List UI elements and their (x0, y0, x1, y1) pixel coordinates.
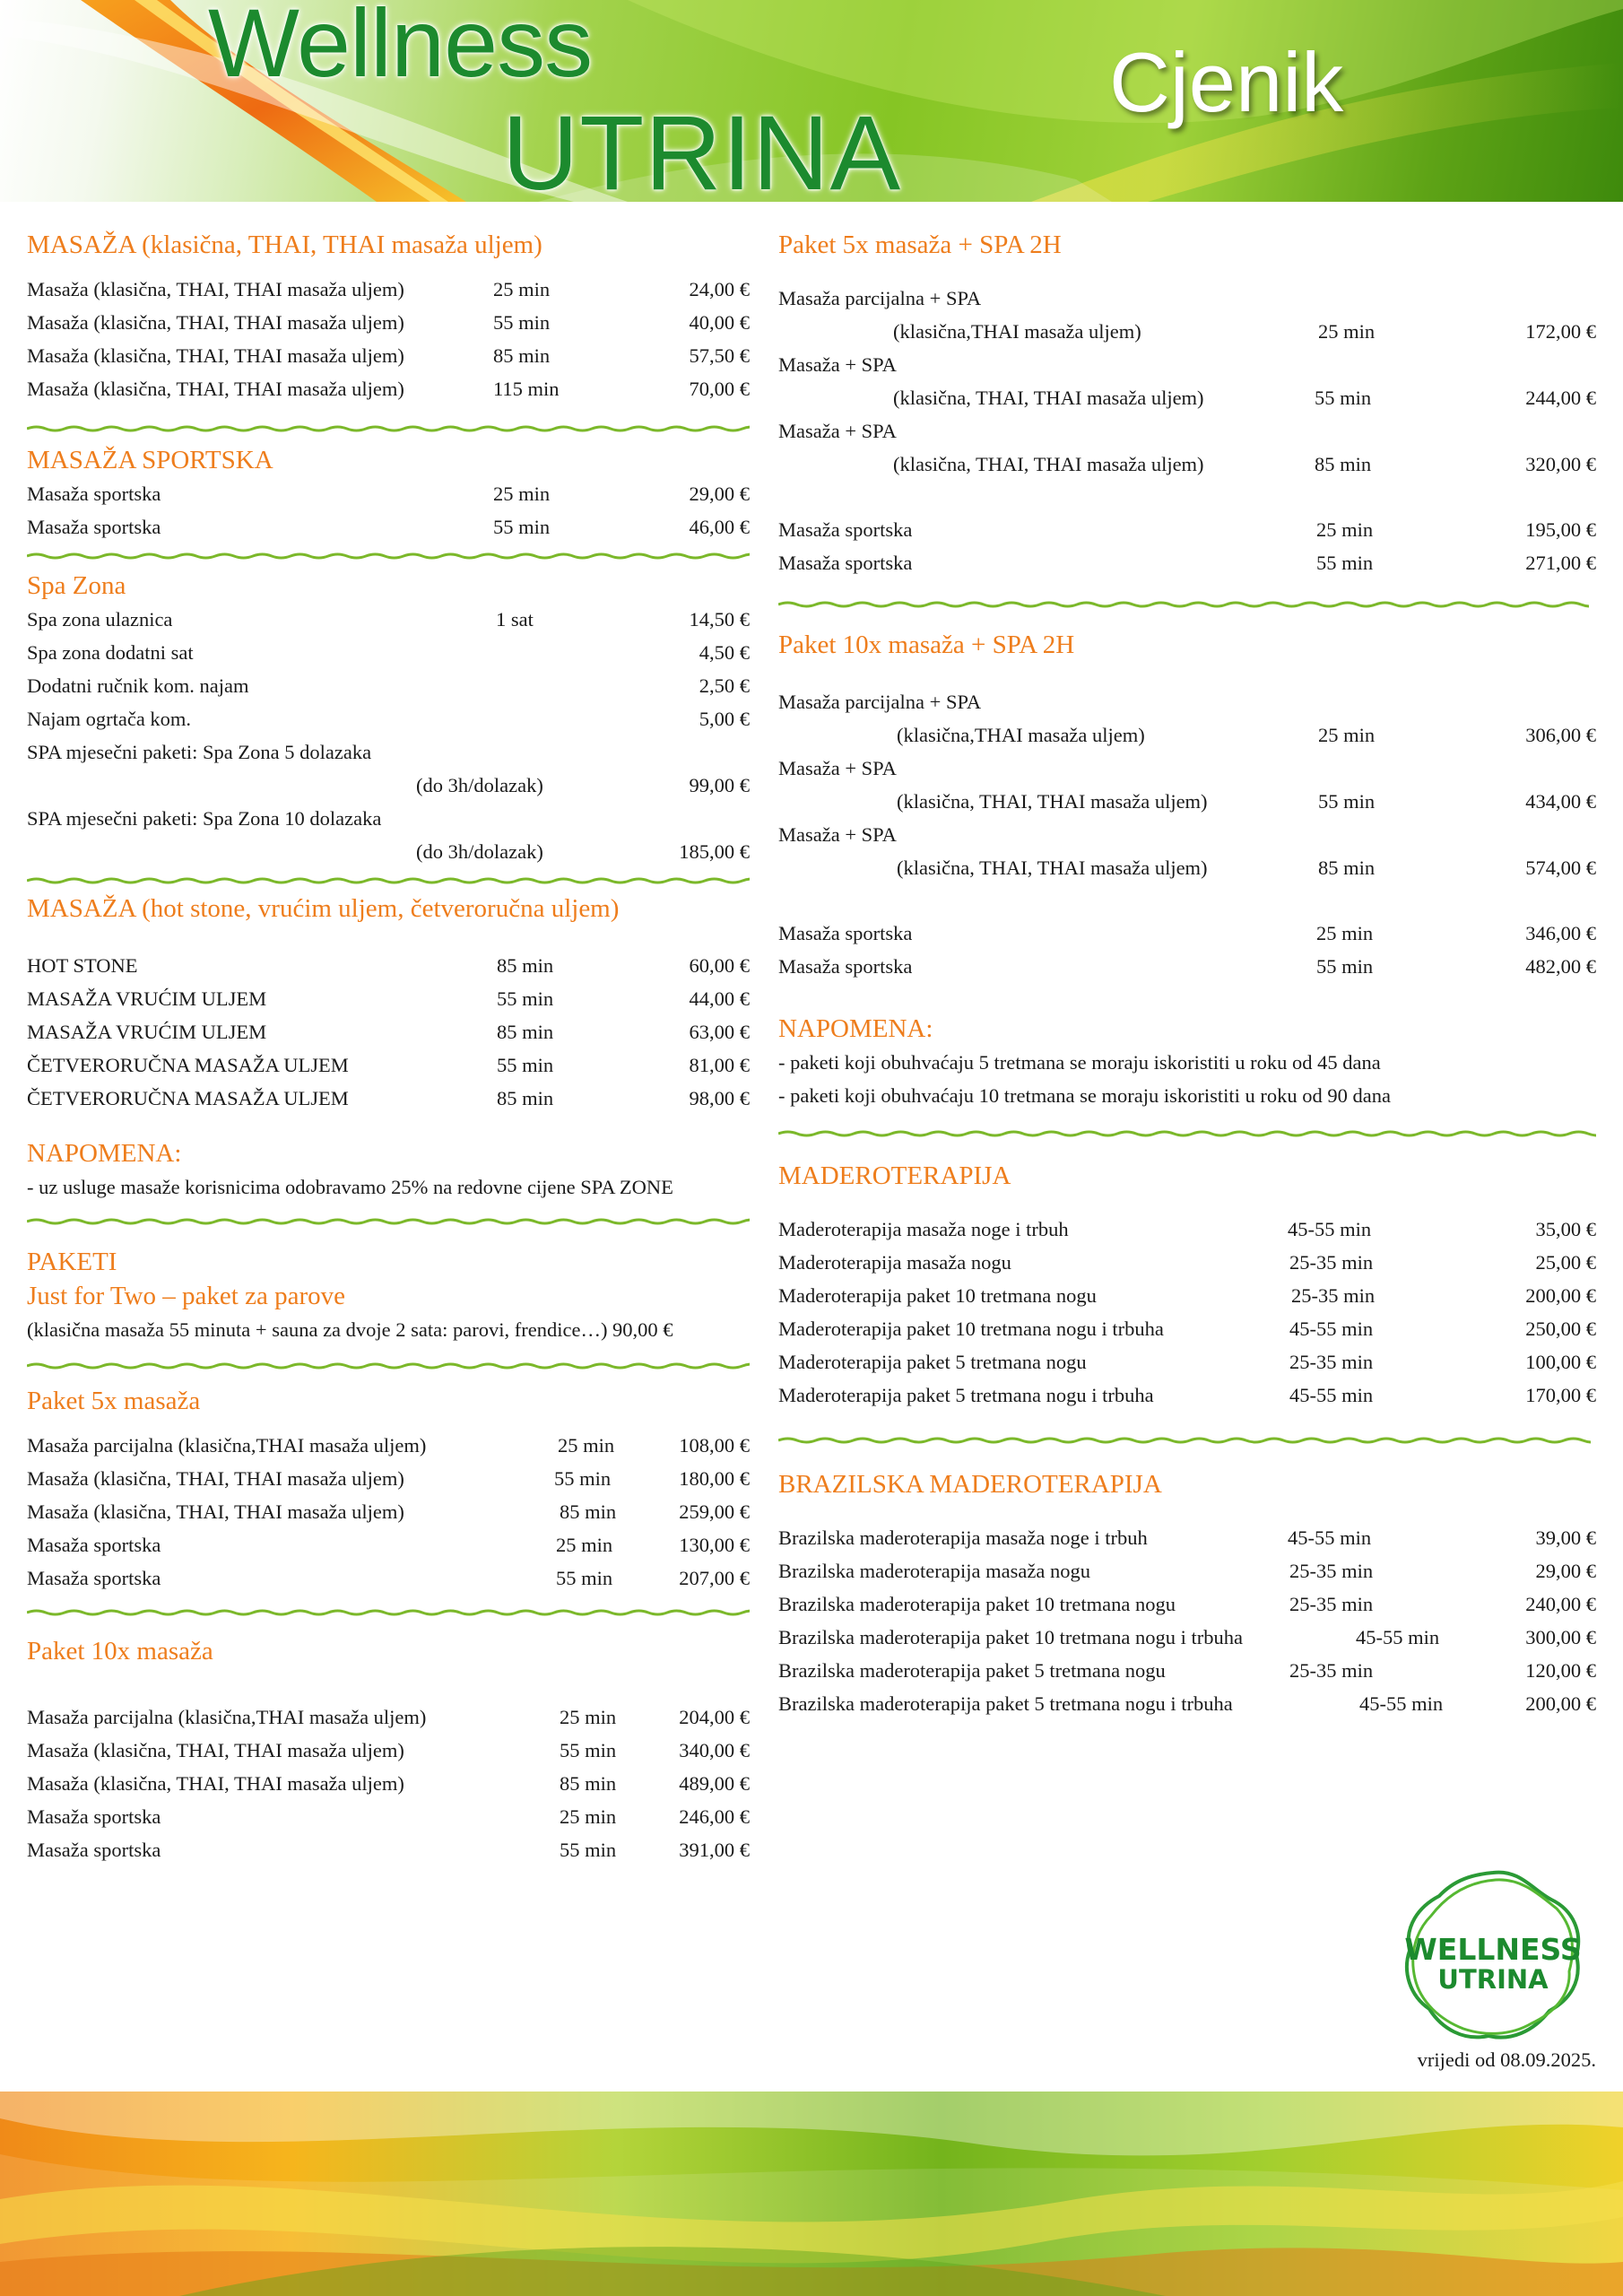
service-name: Masaža (klasična, THAI, THAI masaža uljem) (27, 1739, 404, 1761)
price-row (27, 1048, 750, 1082)
section-title: PAKETI (27, 1248, 117, 1276)
footer-banner (0, 2092, 1623, 2296)
service-detail: (klasična,THAI masaža uljem) (893, 320, 1141, 343)
validity-date: vrijedi od 08.09.2025. (1417, 2048, 1596, 2071)
service-price: 340,00 € (679, 1739, 750, 1761)
service-name: Masaža sportska (27, 483, 161, 505)
service-name: Masaža (klasična, THAI, THAI masaža uljem) (27, 344, 404, 367)
price-row-label (778, 685, 1596, 718)
right-column (778, 215, 1596, 1720)
wave-line (27, 427, 750, 430)
service-name: Masaža + SPA (778, 420, 897, 442)
service-price: 300,00 € (1525, 1626, 1596, 1648)
service-detail: (do 3h/dolazak) (416, 840, 543, 863)
service-price: 489,00 € (679, 1772, 750, 1795)
wave-divider (778, 596, 1589, 613)
service-duration: 25 min (1318, 320, 1376, 343)
service-name: Masaža (klasična, THAI, THAI masaža uljem) (27, 278, 404, 300)
service-price: 29,00 € (1535, 1560, 1596, 1582)
service-name: Masaža sportska (27, 516, 161, 538)
service-price: 246,00 € (679, 1805, 750, 1828)
section-title: MASAŽA (hot stone, vrućim uljem, četveroručna uljem) (27, 894, 620, 923)
package-title-just-for-two: Just for Two – paket za parove (27, 1282, 345, 1310)
service-duration: 1 sat (496, 608, 534, 631)
service-name: Masaža sportska (27, 1805, 161, 1828)
service-name: Najam ogrtača kom. (27, 708, 192, 730)
service-price: 130,00 € (679, 1534, 750, 1556)
service-duration: 85 min (560, 1772, 617, 1795)
service-name: Masaža sportska (778, 518, 913, 541)
price-row-label (778, 348, 1596, 381)
service-name: Masaža parcijalna + SPA (778, 287, 982, 309)
wave-line (27, 554, 750, 558)
service-duration: 45-55 min (1289, 1318, 1374, 1340)
service-name: Maderoterapija paket 5 tretmana nogu i trbuha (778, 1384, 1154, 1406)
service-price: 39,00 € (1535, 1526, 1596, 1549)
service-name: Masaža parcijalna (klasična,THAI masaža uljem) (27, 1434, 427, 1457)
service-duration: 115 min (493, 378, 560, 400)
section-title: BRAZILSKA MADEROTERAPIJA (778, 1470, 1162, 1499)
service-name: SPA mjesečni paketi: Spa Zona 10 dolazaka (27, 807, 382, 830)
price-row (27, 1767, 750, 1800)
service-duration: 85 min (497, 1021, 554, 1043)
wave-divider (27, 872, 750, 890)
wave-line (27, 1364, 750, 1368)
service-price: 250,00 € (1525, 1318, 1596, 1340)
service-duration: 25 min (1316, 922, 1374, 944)
price-row (27, 1734, 750, 1767)
service-duration: 25-35 min (1291, 1284, 1376, 1307)
price-row (27, 1495, 750, 1528)
service-name: Brazilska maderoterapija paket 10 tretmana nogu (778, 1593, 1176, 1615)
service-name: ČETVERORUČNA MASAŽA ULJEM (27, 1054, 349, 1076)
service-price: 63,00 € (689, 1021, 750, 1043)
price-row (27, 669, 750, 702)
service-name: Masaža parcijalna + SPA (778, 691, 982, 713)
service-price: 180,00 € (679, 1467, 750, 1490)
section-paket-10x (27, 1634, 750, 1866)
service-price: 200,00 € (1525, 1692, 1596, 1715)
service-duration: 85 min (497, 954, 554, 977)
service-price: 99,00 € (689, 774, 750, 796)
section-title: Paket 10x masaža (27, 1637, 213, 1665)
price-row (27, 372, 750, 405)
service-price: 172,00 € (1525, 320, 1596, 343)
service-duration: 45-55 min (1359, 1692, 1444, 1715)
service-name: Spa zona dodatni sat (27, 641, 194, 664)
section-title: MASAŽA (klasična, THAI, THAI masaža uljem) (27, 230, 542, 259)
service-price: 320,00 € (1525, 453, 1596, 475)
price-row (778, 315, 1596, 348)
price-row (778, 1213, 1596, 1246)
price-row (778, 1345, 1596, 1378)
service-price: 5,00 € (699, 708, 750, 730)
service-name: Masaža sportska (27, 1839, 161, 1861)
price-row (778, 1521, 1596, 1554)
note-text: - paketi koji obuhvaćaju 5 tretmana se moraju iskoristiti u roku od 45 dana (778, 1051, 1381, 1074)
service-duration: 55 min (556, 1567, 613, 1589)
price-row (27, 603, 750, 636)
service-price: 100,00 € (1525, 1351, 1596, 1373)
service-name: Masaža (klasična, THAI, THAI masaža uljem) (27, 1467, 404, 1490)
price-row (778, 546, 1596, 579)
service-duration: 25 min (493, 483, 551, 505)
service-price: 25,00 € (1535, 1251, 1596, 1274)
package-description: (klasična masaža 55 minuta + sauna za dvoje 2 sata: parovi, frendice…) 90,00 € (27, 1318, 673, 1341)
price-row (778, 1378, 1596, 1412)
wave-divider (27, 547, 750, 565)
service-price: 391,00 € (679, 1839, 750, 1861)
service-name: Masaža sportska (778, 922, 913, 944)
service-duration: 25 min (493, 278, 551, 300)
service-duration: 55 min (493, 311, 551, 334)
service-price: 207,00 € (679, 1567, 750, 1589)
service-duration: 55 min (497, 987, 554, 1010)
service-duration: 25 min (560, 1805, 617, 1828)
service-price: 46,00 € (689, 516, 750, 538)
wave-line (778, 1132, 1596, 1135)
service-name: Masaža + SPA (778, 353, 897, 376)
price-row-label (27, 802, 750, 835)
price-row (778, 1687, 1596, 1720)
service-price: 108,00 € (679, 1434, 750, 1457)
left-column (27, 215, 750, 1866)
price-row (27, 1429, 750, 1462)
service-duration: 45-55 min (1356, 1626, 1440, 1648)
service-name: Brazilska maderoterapija masaža noge i trbuh (778, 1526, 1148, 1549)
service-name: Brazilska maderoterapija paket 10 tretmana nogu i trbuha (778, 1626, 1243, 1648)
service-price: 120,00 € (1525, 1659, 1596, 1682)
service-name: Masaža sportska (778, 955, 913, 978)
price-row (778, 1246, 1596, 1279)
wave-divider (27, 1357, 750, 1375)
price-row (27, 1015, 750, 1048)
service-price: 170,00 € (1525, 1384, 1596, 1406)
service-price: 240,00 € (1525, 1593, 1596, 1615)
service-price: 185,00 € (679, 840, 750, 863)
service-duration: 45-55 min (1289, 1384, 1374, 1406)
price-row (778, 448, 1596, 481)
wave-line (778, 1439, 1591, 1442)
price-row (778, 1587, 1596, 1621)
service-price: 98,00 € (689, 1087, 750, 1109)
service-price: 14,50 € (689, 608, 750, 631)
section-napomena-paketi (778, 1012, 1596, 1112)
price-row (27, 982, 750, 1015)
service-duration: 25 min (558, 1434, 615, 1457)
service-price: 35,00 € (1535, 1218, 1596, 1240)
service-price: 195,00 € (1525, 518, 1596, 541)
service-duration: 55 min (1318, 790, 1376, 813)
section-hot-stone (27, 891, 750, 1115)
service-name: Brazilska maderoterapija masaža nogu (778, 1560, 1090, 1582)
price-row (27, 1800, 750, 1833)
service-duration: 85 min (560, 1500, 617, 1523)
service-name: Masaža + SPA (778, 823, 897, 846)
section-masaza-sportska (27, 443, 750, 544)
section-paket-10x-spa (778, 628, 1596, 983)
service-duration: 25-35 min (1289, 1560, 1374, 1582)
price-row (27, 636, 750, 669)
service-price: 200,00 € (1525, 1284, 1596, 1307)
price-row (27, 510, 750, 544)
service-price: 57,50 € (689, 344, 750, 367)
price-row (27, 477, 750, 510)
service-name: MASAŽA VRUĆIM ULJEM (27, 987, 267, 1010)
service-price: 244,00 € (1525, 387, 1596, 409)
wave-divider (27, 1213, 750, 1231)
footer-swoosh-graphic (0, 2092, 1623, 2296)
brand-wordmark-utrina: UTRINA (502, 94, 902, 202)
price-row (27, 273, 750, 306)
service-detail: (klasična, THAI, THAI masaža uljem) (897, 857, 1208, 879)
service-price: 2,50 € (699, 674, 750, 697)
price-row-label (778, 752, 1596, 785)
service-name: Brazilska maderoterapija paket 5 tretmana nogu i trbuha (778, 1692, 1233, 1715)
service-detail: (klasična, THAI, THAI masaža uljem) (893, 453, 1204, 475)
service-name: Maderoterapija masaža nogu (778, 1251, 1011, 1274)
price-row (778, 381, 1596, 414)
price-row (778, 718, 1596, 752)
service-detail: (klasična, THAI, THAI masaža uljem) (893, 387, 1204, 409)
service-price: 434,00 € (1525, 790, 1596, 813)
section-title: NAPOMENA: (778, 1014, 933, 1043)
service-price: 271,00 € (1525, 552, 1596, 574)
service-price: 81,00 € (689, 1054, 750, 1076)
price-row (778, 917, 1596, 950)
service-duration: 85 min (1318, 857, 1376, 879)
service-price: 346,00 € (1525, 922, 1596, 944)
wave-line (778, 603, 1589, 606)
price-row (27, 1833, 750, 1866)
service-name: Maderoterapija paket 10 tretmana nogu (778, 1284, 1097, 1307)
wave-line (27, 1220, 750, 1223)
service-name: ČETVERORUČNA MASAŽA ULJEM (27, 1087, 349, 1109)
service-name: Spa zona ulaznica (27, 608, 173, 631)
section-spa-zona (27, 569, 750, 868)
service-duration: 45-55 min (1288, 1218, 1372, 1240)
price-row (27, 1561, 750, 1595)
service-duration: 55 min (1315, 387, 1372, 409)
service-name: MASAŽA VRUĆIM ULJEM (27, 1021, 267, 1043)
service-duration: 25 min (556, 1534, 613, 1556)
section-title: MADEROTERAPIJA (778, 1161, 1011, 1190)
price-row-label (778, 414, 1596, 448)
price-row (778, 950, 1596, 983)
service-duration: 45-55 min (1288, 1526, 1372, 1549)
service-price: 482,00 € (1525, 955, 1596, 978)
section-brazilska-maderoterapija (778, 1467, 1596, 1720)
service-name: Masaža (klasična, THAI, THAI masaža uljem) (27, 1772, 404, 1795)
note-text: - paketi koji obuhvaćaju 10 tretmana se moraju iskoristiti u roku od 90 dana (778, 1084, 1391, 1107)
price-row (778, 1279, 1596, 1312)
price-row (27, 702, 750, 735)
service-name: Masaža sportska (778, 552, 913, 574)
price-row (27, 769, 750, 802)
service-detail: (klasična, THAI, THAI masaža uljem) (897, 790, 1208, 813)
service-duration: 85 min (493, 344, 551, 367)
service-name: Masaža (klasična, THAI, THAI masaža uljem) (27, 1500, 404, 1523)
price-row (27, 835, 750, 868)
wave-divider (778, 1125, 1596, 1143)
service-duration: 25-35 min (1289, 1659, 1374, 1682)
price-row (778, 851, 1596, 884)
service-duration: 25-35 min (1289, 1351, 1374, 1373)
price-row (27, 339, 750, 372)
price-row (27, 1528, 750, 1561)
wellness-utrina-logo (1399, 1866, 1587, 2045)
section-paket-5x-spa (778, 228, 1596, 579)
service-price: 4,50 € (699, 641, 750, 664)
section-paketi (27, 1245, 750, 1346)
price-row-label (27, 735, 750, 769)
price-row-label (778, 282, 1596, 315)
service-detail: (klasična,THAI masaža uljem) (897, 724, 1145, 746)
logo-text-wellness: WELLNESS (1404, 1932, 1582, 1967)
page-title: Cjenik (1109, 35, 1344, 129)
service-name: Masaža parcijalna (klasična,THAI masaža uljem) (27, 1706, 427, 1728)
service-duration: 55 min (554, 1467, 612, 1490)
section-maderoterapija (778, 1159, 1596, 1412)
section-napomena (27, 1136, 750, 1204)
service-name: SPA mjesečni paketi: Spa Zona 5 dolazaka (27, 741, 372, 763)
service-detail: (do 3h/dolazak) (416, 774, 543, 796)
service-name: Brazilska maderoterapija paket 5 tretmana nogu (778, 1659, 1166, 1682)
wave-divider (27, 420, 750, 438)
header-banner (0, 0, 1623, 202)
section-title: MASAŽA SPORTSKA (27, 446, 273, 474)
price-row (27, 1700, 750, 1734)
price-row (27, 1462, 750, 1495)
wave-line (27, 879, 750, 883)
note-text: - uz usluge masaže korisnicima odobravamo 25% na redovne cijene SPA ZONE (27, 1176, 673, 1198)
section-title: NAPOMENA: (27, 1139, 182, 1168)
price-row (27, 949, 750, 982)
service-duration: 55 min (1316, 552, 1374, 574)
service-duration: 55 min (560, 1839, 617, 1861)
price-row (778, 1621, 1596, 1654)
service-name: Dodatni ručnik kom. najam (27, 674, 249, 697)
section-title: Paket 5x masaža + SPA 2H (778, 230, 1062, 259)
service-duration: 85 min (1315, 453, 1372, 475)
service-duration: 55 min (1316, 955, 1374, 978)
service-price: 44,00 € (689, 987, 750, 1010)
section-title: Paket 5x masaža (27, 1387, 201, 1415)
logo-text-utrina: UTRINA (1437, 1964, 1549, 1995)
service-name: HOT STONE (27, 954, 138, 977)
service-duration: 25-35 min (1289, 1593, 1374, 1615)
section-masaza (27, 228, 750, 405)
service-duration: 55 min (497, 1054, 554, 1076)
service-name: Maderoterapija paket 5 tretmana nogu (778, 1351, 1087, 1373)
service-name: Masaža (klasična, THAI, THAI masaža uljem) (27, 378, 404, 400)
service-name: Masaža + SPA (778, 757, 897, 779)
price-row (778, 1554, 1596, 1587)
service-duration: 55 min (560, 1739, 617, 1761)
section-title: Spa Zona (27, 571, 126, 600)
section-paket-5x (27, 1384, 750, 1595)
service-duration: 85 min (497, 1087, 554, 1109)
service-name: Maderoterapija masaža noge i trbuh (778, 1218, 1069, 1240)
service-duration: 55 min (493, 516, 551, 538)
price-row (778, 513, 1596, 546)
service-price: 24,00 € (689, 278, 750, 300)
service-price: 60,00 € (689, 954, 750, 977)
service-price: 70,00 € (689, 378, 750, 400)
service-name: Masaža sportska (27, 1567, 161, 1589)
wave-line (27, 1611, 750, 1614)
service-price: 204,00 € (679, 1706, 750, 1728)
service-duration: 25-35 min (1289, 1251, 1374, 1274)
service-duration: 25 min (1316, 518, 1374, 541)
service-name: Masaža (klasična, THAI, THAI masaža uljem) (27, 311, 404, 334)
service-price: 40,00 € (689, 311, 750, 334)
service-price: 29,00 € (689, 483, 750, 505)
service-duration: 25 min (560, 1706, 617, 1728)
service-name: Maderoterapija paket 10 tretmana nogu i trbuha (778, 1318, 1164, 1340)
service-name: Masaža sportska (27, 1534, 161, 1556)
brand-wordmark-wellness: Wellness (208, 0, 593, 97)
price-row (778, 785, 1596, 818)
price-row (27, 306, 750, 339)
wave-divider (778, 1431, 1591, 1449)
price-row-label (778, 818, 1596, 851)
section-title: Paket 10x masaža + SPA 2H (778, 631, 1075, 659)
service-duration: 25 min (1318, 724, 1376, 746)
price-row (778, 1312, 1596, 1345)
service-price: 306,00 € (1525, 724, 1596, 746)
price-row (778, 1654, 1596, 1687)
price-row (27, 1082, 750, 1115)
wave-divider (27, 1604, 750, 1622)
service-price: 259,00 € (679, 1500, 750, 1523)
service-price: 574,00 € (1525, 857, 1596, 879)
